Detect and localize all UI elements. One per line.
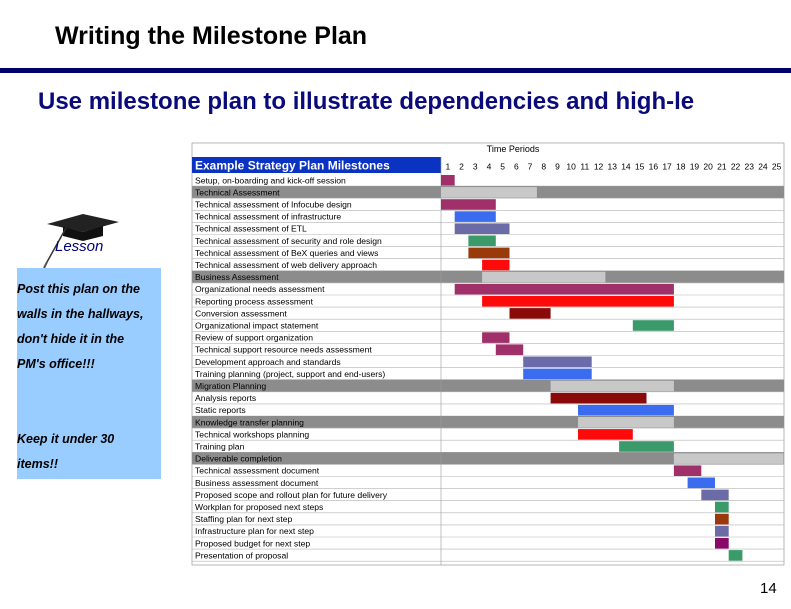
timeline-bar	[578, 405, 674, 416]
task-label: Infrastructure plan for next step	[195, 526, 314, 537]
period-label: 3	[472, 161, 478, 172]
period-label: 15	[634, 161, 645, 172]
section-label: Technical Assessment	[195, 187, 280, 198]
task-label: Review of support organization	[195, 332, 313, 343]
task-label: Static reports	[195, 405, 246, 416]
timeline-bar	[551, 393, 647, 404]
timeline-bar	[715, 526, 729, 537]
task-label: Training plan	[195, 441, 245, 452]
task-label: Conversion assessment	[195, 308, 287, 319]
timeline-bar	[578, 429, 633, 440]
timeline-bar	[701, 490, 728, 501]
period-label: 4	[486, 161, 492, 172]
section-label: Deliverable completion	[195, 453, 282, 464]
timeline-bar	[455, 284, 674, 295]
timeline-bar	[688, 478, 715, 489]
timeline-bar	[619, 441, 674, 452]
timeline-bar	[482, 272, 605, 283]
task-label: Technical workshops planning	[195, 429, 310, 440]
lesson-label: Lesson	[55, 238, 104, 255]
task-label: Proposed scope and rollout plan for future delivery	[195, 489, 388, 500]
task-label: Training planning (project, support and end-users)	[195, 368, 386, 379]
sidebar-note-line: PM's office!!!	[17, 357, 95, 371]
timeline-bar	[633, 320, 674, 331]
period-label: 10	[566, 161, 576, 172]
task-label: Business assessment document	[195, 477, 319, 488]
timeline-bar	[468, 236, 495, 247]
period-label: 20	[703, 161, 713, 172]
period-label: 9	[555, 161, 560, 172]
period-label: 6	[513, 161, 519, 172]
period-label: 23	[744, 161, 754, 172]
task-label: Technical support resource needs assessment	[195, 344, 372, 355]
section-label: Business Assessment	[195, 272, 279, 283]
timeline-bar	[510, 308, 551, 319]
slide-title: Writing the Milestone Plan	[55, 22, 368, 50]
period-label: 24	[758, 161, 768, 172]
section-label: Knowledge transfer planning	[195, 417, 304, 428]
plan-header-title: Example Strategy Plan Milestones	[195, 158, 390, 173]
sidebar-note-line: don't hide it in the	[17, 332, 125, 346]
period-label: 18	[676, 161, 686, 172]
task-label: Technical assessment of Infocube design	[195, 199, 352, 210]
timeline-bar	[715, 538, 729, 549]
period-label: 11	[580, 161, 590, 172]
task-label: Organizational impact statement	[195, 320, 319, 331]
period-label: 17	[662, 161, 672, 172]
timeline-bar	[551, 381, 674, 392]
timeline-bar	[482, 260, 509, 271]
section-row-band	[192, 380, 784, 392]
timeline-bar	[441, 199, 496, 210]
task-label: Staffing plan for next step	[195, 514, 293, 525]
task-label: Technical assessment document	[195, 465, 320, 476]
timeline-bar	[441, 175, 455, 186]
timeline-bar	[496, 344, 523, 355]
task-label: Workplan for proposed next steps	[195, 502, 324, 512]
timeline-bar	[523, 369, 592, 380]
page-number: 14	[760, 580, 777, 597]
timeline-bar	[523, 357, 592, 368]
timeline-bar	[674, 453, 784, 464]
timeline-bar	[468, 248, 509, 259]
timeline-bar	[482, 332, 509, 343]
period-label: 13	[607, 161, 617, 172]
timeline-bar	[715, 514, 729, 525]
timeline-bar	[715, 502, 729, 513]
task-label: Organizational needs assessment	[195, 284, 325, 295]
timeline-bar	[482, 296, 674, 307]
timeline-bar	[455, 223, 510, 234]
period-label: 7	[527, 161, 533, 172]
timeline-bar	[729, 550, 743, 561]
task-label: Reporting process assessment	[195, 296, 313, 307]
sidebar-note-line: Keep it under 30	[17, 432, 115, 446]
task-label: Technical assessment of BeX queries and views	[195, 247, 379, 258]
timeline-bar	[441, 187, 537, 198]
task-label: Proposed budget for next step	[195, 538, 311, 549]
time-periods-label: Time Periods	[486, 144, 540, 154]
task-label: Technical assessment of security and role design	[195, 235, 382, 246]
task-label: Technical assessment of web delivery approach	[195, 260, 377, 270]
sidebar-note-line: walls in the hallways,	[17, 307, 144, 321]
period-label: 2	[459, 161, 464, 172]
sidebar-note-line: Post this plan on the	[17, 282, 140, 296]
task-label: Analysis reports	[195, 393, 257, 404]
period-label: 5	[500, 161, 506, 172]
period-label: 16	[648, 161, 659, 172]
sidebar-note-line: items!!	[17, 457, 58, 471]
task-label: Technical assessment of infrastructure	[195, 211, 342, 222]
period-label: 22	[730, 161, 741, 172]
task-label: Development approach and standards	[195, 356, 341, 367]
period-label: 14	[621, 161, 631, 172]
period-label: 1	[445, 161, 451, 172]
task-label: Setup, on-boarding and kick-off session	[195, 175, 346, 186]
period-label: 8	[541, 161, 547, 172]
period-label: 19	[689, 161, 700, 172]
timeline-bar	[578, 417, 674, 428]
timeline-bar	[674, 465, 701, 476]
task-label: Technical assessment of ETL	[195, 223, 307, 234]
period-label: 21	[717, 161, 727, 172]
slide-subtitle: Use milestone plan to illustrate dependencies and high-le	[38, 88, 695, 115]
period-label: 25	[771, 161, 782, 172]
task-label: Presentation of proposal	[195, 550, 289, 561]
timeline-bar	[455, 211, 496, 222]
section-label: Migration Planning	[195, 381, 267, 391]
period-label: 12	[593, 161, 604, 172]
